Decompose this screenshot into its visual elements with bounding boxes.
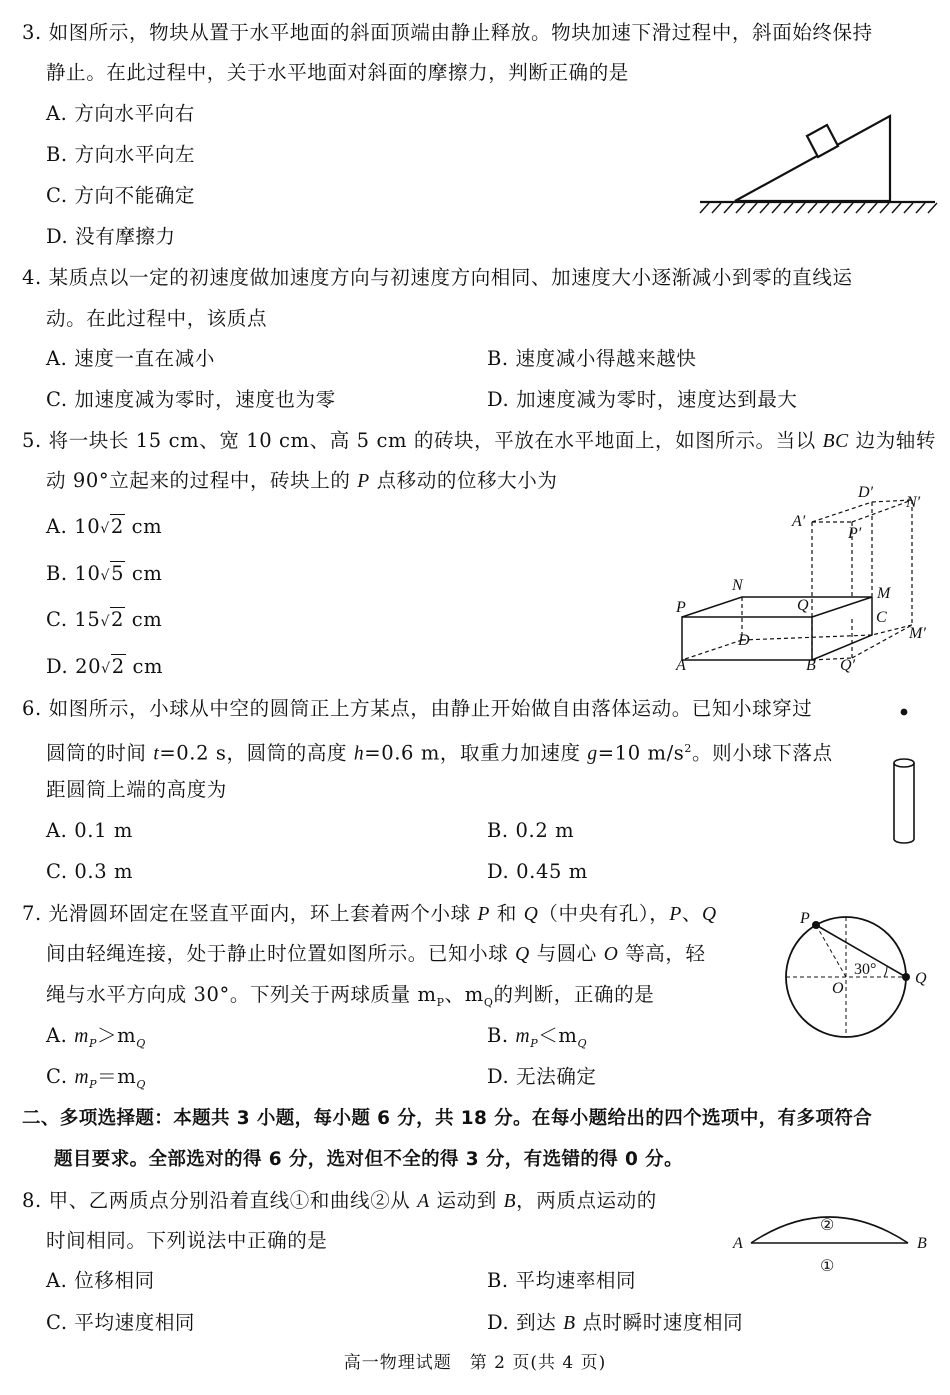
q7-option-a: A. $m_P>m_Q$ xyxy=(46,1024,146,1050)
q4-stem-line-2: 动。在此过程中，该质点 xyxy=(46,307,268,330)
q7-ring-figure xyxy=(780,905,940,1049)
q7-stem-line-2: 间由轻绳连接，处于静止时位置如图所示。已知小球 Q 与圆心 O 等高，轻 xyxy=(46,942,706,965)
q8-option-b: B. 平均速率相同 xyxy=(487,1269,637,1292)
label-Q: Q xyxy=(915,970,927,987)
q6-option-d: D. 0.45 m xyxy=(487,860,588,883)
q8-option-d: D. 到达 B 点时瞬时速度相同 xyxy=(487,1311,744,1334)
q6-option-b: B. 0.2 m xyxy=(487,819,575,842)
q6-stem-line-1: 6. 如图所示，小球从中空的圆筒正上方某点，由静止开始做自由落体运动。已知小球穿过 xyxy=(22,697,813,720)
q8-path-figure xyxy=(725,1198,940,1282)
q6-cylinder-figure xyxy=(885,700,930,854)
q5-stem-line-2: 动 90°立起来的过程中，砖块上的 P 点移动的位移大小为 xyxy=(46,469,558,492)
q5-option-a: A. 10√2 cm xyxy=(46,515,163,538)
q5-option-c: C. 15√2 cm xyxy=(46,608,163,631)
label-P: P xyxy=(676,599,686,616)
q4-option-d: D. 加速度减为零时，速度达到最大 xyxy=(487,388,798,411)
label-M-prime: M′ xyxy=(909,625,926,642)
q3-option-c: C. 方向不能确定 xyxy=(46,184,196,207)
q6-option-a: A. 0.1 m xyxy=(46,819,133,842)
label-N: N xyxy=(732,577,743,594)
label-B: B xyxy=(917,1235,927,1252)
label-D: D xyxy=(738,632,750,649)
q8-option-c: C. 平均速度相同 xyxy=(46,1311,196,1334)
q5-option-d: D. 20√2 cm xyxy=(46,655,164,678)
q3-stem-line-1: 3. 如图所示，物块从置于水平地面的斜面顶端由静止释放。物块加速下滑过程中，斜面始终保持 xyxy=(22,21,873,44)
label-A: A xyxy=(733,1235,743,1252)
label-N-prime: N′ xyxy=(906,494,921,511)
q3-option-d: D. 没有摩擦力 xyxy=(46,225,176,248)
label-A: A xyxy=(676,657,686,674)
q3-option-b: B. 方向水平向左 xyxy=(46,143,196,166)
q4-option-a: A. 速度一直在减小 xyxy=(46,347,215,370)
label-B: B xyxy=(806,657,816,674)
q7-option-c: C. $m_P=m_Q$ xyxy=(46,1065,146,1091)
q7-stem-line-1: 7. 光滑圆环固定在竖直平面内，环上套着两个小球 P 和 Q（中央有孔），P、Q xyxy=(22,902,717,925)
label-A-prime: A′ xyxy=(792,513,806,530)
label-C: C xyxy=(876,609,887,626)
q3-incline-figure xyxy=(695,108,940,222)
q7-option-b: B. $m_P<m_Q$ xyxy=(487,1024,588,1050)
label-30-deg: 30° xyxy=(854,961,877,978)
q8-option-a: A. 位移相同 xyxy=(46,1269,155,1292)
q6-option-c: C. 0.3 m xyxy=(46,860,134,883)
q6-stem-line-2: 圆筒的时间 t=0.2 s，圆筒的高度 h=0.6 m，取重力加速度 g=10 $m/s^2$。则小球下落点 xyxy=(46,741,833,765)
section2-heading-line-2: 题目要求。全部选对的得 6 分，选对但不全的得 3 分，有选错的得 0 分。 xyxy=(54,1149,683,1170)
q5-brick-figure xyxy=(668,480,938,679)
q8-stem-line-1: 8. 甲、乙两质点分别沿着直线①和曲线②从 A 运动到 B，两质点运动的 xyxy=(22,1189,657,1212)
section2-heading-line-1: 二、多项选择题：本题共 3 小题，每小题 6 分，共 18 分。在每小题给出的四个选项中，有多项符合 xyxy=(22,1108,873,1129)
q8-stem-line-2: 时间相同。下列说法中正确的是 xyxy=(46,1229,328,1252)
q3-stem-line-2: 静止。在此过程中，关于水平地面对斜面的摩擦力，判断正确的是 xyxy=(46,61,629,84)
label-M: M xyxy=(877,585,891,602)
q3-option-a: A. 方向水平向右 xyxy=(46,102,195,125)
label-line-1: ① xyxy=(820,1258,835,1275)
q6-stem-line-3: 距圆筒上端的高度为 xyxy=(46,778,227,801)
q4-option-c: C. 加速度减为零时，速度也为零 xyxy=(46,388,336,411)
label-curve-2: ② xyxy=(820,1217,835,1234)
q4-option-b: B. 速度减小得越来越快 xyxy=(487,347,697,370)
page-footer: 高一物理试题 第 2 页(共 4 页) xyxy=(343,1353,607,1373)
q7-option-d: D. 无法确定 xyxy=(487,1065,597,1088)
q5-option-b: B. 10√5 cm xyxy=(46,562,163,585)
label-Q-prime: Q′ xyxy=(840,657,856,674)
label-O: O xyxy=(832,980,844,997)
q7-stem-line-3: 绳与水平方向成 30°。下列关于两球质量 $m_P$、$m_Q$的判断，正确的是 xyxy=(46,983,655,1009)
label-D-prime: D′ xyxy=(858,484,874,501)
q4-stem-line-1: 4. 某质点以一定的初速度做加速度方向与初速度方向相同、加速度大小逐渐减小到零的直线运 xyxy=(22,266,853,289)
label-P: P xyxy=(800,910,810,927)
label-Q: Q xyxy=(797,597,809,614)
q5-stem-line-1: 5. 将一块长 15 cm、宽 10 cm、高 5 cm 的砖块，平放在水平地面上，如图所示。当以 BC 边为轴转 xyxy=(22,429,936,452)
label-P-prime: P′ xyxy=(848,525,862,542)
